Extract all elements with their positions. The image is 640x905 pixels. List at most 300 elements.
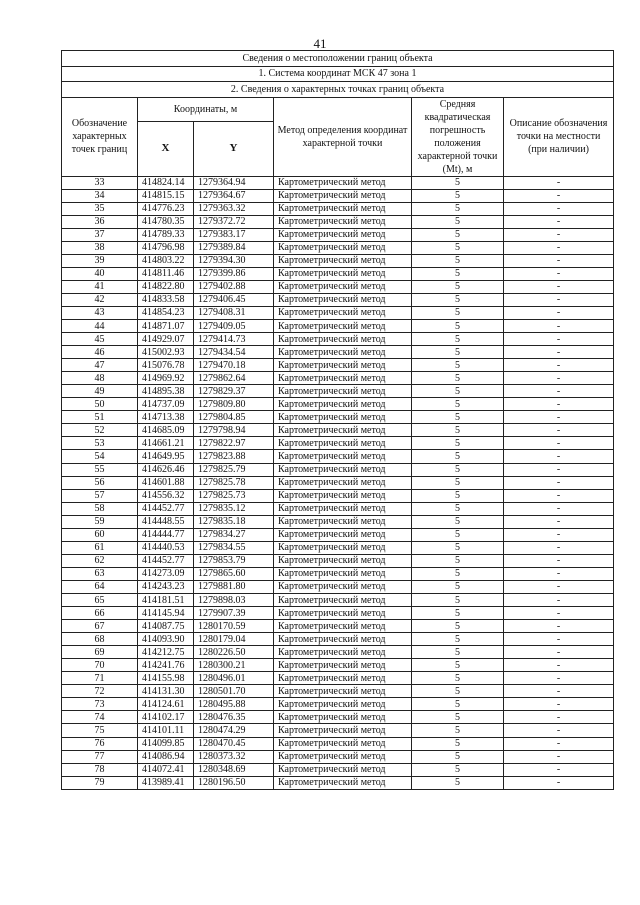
cell-coord-x: 414789.33 — [138, 228, 194, 241]
cell-coord-y: 1279834.55 — [194, 541, 274, 554]
cell-point-id: 40 — [62, 267, 138, 280]
cell-accuracy: 5 — [412, 267, 504, 280]
cell-coord-y: 1279825.73 — [194, 489, 274, 502]
table-title: Сведения о местоположении границ объекта — [62, 51, 614, 67]
cell-accuracy: 5 — [412, 659, 504, 672]
table-row — [62, 620, 614, 633]
cell-coord-x: 414444.77 — [138, 528, 194, 541]
cell-method: Картометрический метод — [274, 737, 412, 750]
cell-method: Картометрический метод — [274, 685, 412, 698]
cell-accuracy: 5 — [412, 698, 504, 711]
cell-coord-x: 414155.98 — [138, 672, 194, 685]
cell-point-id: 79 — [62, 776, 138, 789]
cell-description: - — [504, 333, 614, 346]
cell-method: Картометрический метод — [274, 763, 412, 776]
table-row — [62, 411, 614, 424]
cell-description: - — [504, 320, 614, 333]
cell-method: Картометрический метод — [274, 437, 412, 450]
cell-description: - — [504, 463, 614, 476]
cell-accuracy: 5 — [412, 372, 504, 385]
cell-coord-x: 414929.07 — [138, 333, 194, 346]
cell-coord-y: 1279865.60 — [194, 567, 274, 580]
cell-coord-x: 414212.75 — [138, 646, 194, 659]
cell-description: - — [504, 528, 614, 541]
table-row — [62, 541, 614, 554]
cell-description: - — [504, 554, 614, 567]
cell-description: - — [504, 737, 614, 750]
cell-coord-y: 1279408.31 — [194, 306, 274, 319]
table-row — [62, 502, 614, 515]
table-row — [62, 594, 614, 607]
cell-coord-y: 1279809.80 — [194, 398, 274, 411]
cell-point-id: 74 — [62, 711, 138, 724]
cell-point-id: 59 — [62, 515, 138, 528]
cell-point-id: 41 — [62, 280, 138, 293]
cell-accuracy: 5 — [412, 293, 504, 306]
cell-method: Картометрический метод — [274, 620, 412, 633]
cell-coord-x: 414780.35 — [138, 215, 194, 228]
cell-coord-x: 414273.09 — [138, 567, 194, 580]
cell-method: Картометрический метод — [274, 633, 412, 646]
table-row — [62, 228, 614, 241]
cell-coord-y: 1279402.88 — [194, 280, 274, 293]
cell-coord-x: 414087.75 — [138, 620, 194, 633]
cell-method: Картометрический метод — [274, 306, 412, 319]
cell-method: Картометрический метод — [274, 711, 412, 724]
table-row — [62, 633, 614, 646]
table-row — [62, 241, 614, 254]
cell-accuracy: 5 — [412, 776, 504, 789]
cell-description: - — [504, 189, 614, 202]
table-row — [62, 763, 614, 776]
table-row — [62, 515, 614, 528]
cell-coord-x: 414093.90 — [138, 633, 194, 646]
cell-description: - — [504, 267, 614, 280]
cell-description: - — [504, 293, 614, 306]
table-row — [62, 580, 614, 593]
cell-coord-y: 1279834.27 — [194, 528, 274, 541]
cell-point-id: 75 — [62, 724, 138, 737]
cell-description: - — [504, 659, 614, 672]
table-row — [62, 372, 614, 385]
cell-accuracy: 5 — [412, 607, 504, 620]
cell-coord-x: 414452.77 — [138, 554, 194, 567]
cell-point-id: 43 — [62, 306, 138, 319]
cell-method: Картометрический метод — [274, 502, 412, 515]
cell-point-id: 55 — [62, 463, 138, 476]
table-row — [62, 567, 614, 580]
cell-coord-x: 414649.95 — [138, 450, 194, 463]
cell-accuracy: 5 — [412, 241, 504, 254]
cell-accuracy: 5 — [412, 333, 504, 346]
cell-coord-x: 414181.51 — [138, 594, 194, 607]
cell-point-id: 70 — [62, 659, 138, 672]
header-coordinates: Координаты, м — [138, 97, 274, 122]
cell-method: Картометрический метод — [274, 411, 412, 424]
cell-point-id: 57 — [62, 489, 138, 502]
cell-point-id: 42 — [62, 293, 138, 306]
cell-description: - — [504, 633, 614, 646]
cell-coord-x: 414086.94 — [138, 750, 194, 763]
cell-coord-y: 1279853.79 — [194, 554, 274, 567]
cell-coord-y: 1279907.39 — [194, 607, 274, 620]
cell-method: Картометрический метод — [274, 228, 412, 241]
cell-coord-x: 414969.92 — [138, 372, 194, 385]
cell-accuracy: 5 — [412, 385, 504, 398]
cell-point-id: 50 — [62, 398, 138, 411]
cell-method: Картометрический метод — [274, 176, 412, 189]
cell-point-id: 47 — [62, 359, 138, 372]
cell-coord-x: 414811.46 — [138, 267, 194, 280]
cell-coord-y: 1280470.45 — [194, 737, 274, 750]
cell-method: Картометрический метод — [274, 202, 412, 215]
cell-point-id: 38 — [62, 241, 138, 254]
cell-coord-y: 1279835.18 — [194, 515, 274, 528]
cell-coord-y: 1279434.54 — [194, 346, 274, 359]
cell-description: - — [504, 372, 614, 385]
table-row — [62, 333, 614, 346]
cell-point-id: 71 — [62, 672, 138, 685]
table-row — [62, 724, 614, 737]
cell-coord-y: 1279825.78 — [194, 476, 274, 489]
table-row — [62, 476, 614, 489]
cell-point-id: 63 — [62, 567, 138, 580]
cell-accuracy: 5 — [412, 554, 504, 567]
cell-description: - — [504, 607, 614, 620]
cell-coord-y: 1279804.85 — [194, 411, 274, 424]
table-row — [62, 359, 614, 372]
table-row — [62, 306, 614, 319]
table-row — [62, 202, 614, 215]
cell-method: Картометрический метод — [274, 580, 412, 593]
cell-coord-x: 414854.23 — [138, 306, 194, 319]
table-row — [62, 437, 614, 450]
table-row — [62, 607, 614, 620]
cell-accuracy: 5 — [412, 594, 504, 607]
cell-accuracy: 5 — [412, 228, 504, 241]
table-row — [62, 254, 614, 267]
cell-point-id: 76 — [62, 737, 138, 750]
cell-coord-y: 1279364.94 — [194, 176, 274, 189]
cell-point-id: 49 — [62, 385, 138, 398]
cell-coord-y: 1280501.70 — [194, 685, 274, 698]
coordinate-system-row: 1. Система координат МСК 47 зона 1 — [62, 66, 614, 82]
cell-coord-y: 1280373.32 — [194, 750, 274, 763]
cell-method: Картометрический метод — [274, 254, 412, 267]
cell-accuracy: 5 — [412, 450, 504, 463]
cell-coord-y: 1279406.45 — [194, 293, 274, 306]
cell-accuracy: 5 — [412, 711, 504, 724]
cell-coord-x: 414243.23 — [138, 580, 194, 593]
cell-coord-x: 415002.93 — [138, 346, 194, 359]
cell-accuracy: 5 — [412, 476, 504, 489]
cell-point-id: 64 — [62, 580, 138, 593]
table-row — [62, 450, 614, 463]
cell-method: Картометрический метод — [274, 750, 412, 763]
cell-accuracy: 5 — [412, 346, 504, 359]
cell-method: Картометрический метод — [274, 346, 412, 359]
cell-point-id: 44 — [62, 320, 138, 333]
cell-description: - — [504, 594, 614, 607]
cell-description: - — [504, 541, 614, 554]
cell-description: - — [504, 698, 614, 711]
cell-method: Картометрический метод — [274, 463, 412, 476]
cell-accuracy: 5 — [412, 672, 504, 685]
cell-description: - — [504, 411, 614, 424]
cell-method: Картометрический метод — [274, 607, 412, 620]
table-row — [62, 554, 614, 567]
cell-method: Картометрический метод — [274, 594, 412, 607]
cell-coord-x: 414685.09 — [138, 424, 194, 437]
cell-coord-y: 1279862.64 — [194, 372, 274, 385]
cell-method: Картометрический метод — [274, 528, 412, 541]
cell-coord-y: 1279881.80 — [194, 580, 274, 593]
cell-accuracy: 5 — [412, 528, 504, 541]
cell-description: - — [504, 202, 614, 215]
cell-point-id: 34 — [62, 189, 138, 202]
cell-point-id: 66 — [62, 607, 138, 620]
cell-accuracy: 5 — [412, 502, 504, 515]
cell-coord-y: 1280300.21 — [194, 659, 274, 672]
cell-point-id: 39 — [62, 254, 138, 267]
cell-coord-x: 414124.61 — [138, 698, 194, 711]
cell-accuracy: 5 — [412, 646, 504, 659]
cell-method: Картометрический метод — [274, 398, 412, 411]
cell-coord-x: 414556.32 — [138, 489, 194, 502]
cell-coord-x: 414776.23 — [138, 202, 194, 215]
table-row — [62, 346, 614, 359]
cell-coord-x: 414895.38 — [138, 385, 194, 398]
cell-coord-x: 413989.41 — [138, 776, 194, 789]
cell-method: Картометрический метод — [274, 698, 412, 711]
cell-description: - — [504, 176, 614, 189]
cell-point-id: 51 — [62, 411, 138, 424]
cell-coord-y: 1279825.79 — [194, 463, 274, 476]
table-row — [62, 320, 614, 333]
cell-method: Картометрический метод — [274, 320, 412, 333]
cell-coord-y: 1280170.59 — [194, 620, 274, 633]
cell-coord-x: 414833.58 — [138, 293, 194, 306]
cell-coord-y: 1279470.18 — [194, 359, 274, 372]
cell-point-id: 69 — [62, 646, 138, 659]
cell-coord-x: 414145.94 — [138, 607, 194, 620]
table-row — [62, 280, 614, 293]
cell-accuracy: 5 — [412, 398, 504, 411]
cell-coord-y: 1280496.01 — [194, 672, 274, 685]
cell-description: - — [504, 450, 614, 463]
cell-accuracy: 5 — [412, 189, 504, 202]
cell-point-id: 61 — [62, 541, 138, 554]
header-y: Y — [194, 122, 274, 176]
cell-coord-x: 414796.98 — [138, 241, 194, 254]
cell-coord-x: 414241.76 — [138, 659, 194, 672]
cell-coord-y: 1280196.50 — [194, 776, 274, 789]
cell-accuracy: 5 — [412, 359, 504, 372]
cell-accuracy: 5 — [412, 620, 504, 633]
table-row — [62, 776, 614, 789]
cell-coord-x: 414131.30 — [138, 685, 194, 698]
boundary-points-table — [61, 50, 614, 790]
cell-description: - — [504, 502, 614, 515]
cell-description: - — [504, 241, 614, 254]
cell-coord-y: 1279372.72 — [194, 215, 274, 228]
cell-method: Картометрический метод — [274, 267, 412, 280]
cell-point-id: 33 — [62, 176, 138, 189]
cell-description: - — [504, 776, 614, 789]
cell-coord-y: 1280495.88 — [194, 698, 274, 711]
cell-coord-y: 1279823.88 — [194, 450, 274, 463]
cell-point-id: 60 — [62, 528, 138, 541]
cell-description: - — [504, 398, 614, 411]
cell-coord-y: 1280476.35 — [194, 711, 274, 724]
cell-accuracy: 5 — [412, 411, 504, 424]
cell-coord-y: 1279399.86 — [194, 267, 274, 280]
cell-coord-y: 1279414.73 — [194, 333, 274, 346]
cell-method: Картометрический метод — [274, 489, 412, 502]
cell-point-id: 53 — [62, 437, 138, 450]
cell-point-id: 68 — [62, 633, 138, 646]
cell-point-id: 73 — [62, 698, 138, 711]
cell-method: Картометрический метод — [274, 241, 412, 254]
cell-description: - — [504, 646, 614, 659]
cell-coord-y: 1279829.37 — [194, 385, 274, 398]
cell-coord-x: 414626.46 — [138, 463, 194, 476]
cell-coord-x: 414072.41 — [138, 763, 194, 776]
cell-coord-y: 1280179.04 — [194, 633, 274, 646]
cell-description: - — [504, 672, 614, 685]
cell-coord-y: 1279835.12 — [194, 502, 274, 515]
cell-coord-y: 1280226.50 — [194, 646, 274, 659]
cell-point-id: 62 — [62, 554, 138, 567]
cell-point-id: 56 — [62, 476, 138, 489]
cell-accuracy: 5 — [412, 724, 504, 737]
cell-coord-x: 415076.78 — [138, 359, 194, 372]
cell-point-id: 35 — [62, 202, 138, 215]
cell-description: - — [504, 711, 614, 724]
cell-coord-x: 414803.22 — [138, 254, 194, 267]
cell-method: Картометрический метод — [274, 215, 412, 228]
cell-accuracy: 5 — [412, 567, 504, 580]
cell-method: Картометрический метод — [274, 724, 412, 737]
table-row — [62, 672, 614, 685]
table-row — [62, 176, 614, 189]
cell-coord-y: 1279394.30 — [194, 254, 274, 267]
cell-point-id: 54 — [62, 450, 138, 463]
cell-method: Картометрический метод — [274, 450, 412, 463]
cell-method: Картометрический метод — [274, 476, 412, 489]
cell-description: - — [504, 254, 614, 267]
cell-coord-x: 414871.07 — [138, 320, 194, 333]
cell-point-id: 45 — [62, 333, 138, 346]
header-point: Обозначение характерных точек границ — [62, 97, 138, 176]
cell-accuracy: 5 — [412, 489, 504, 502]
cell-coord-x: 414601.88 — [138, 476, 194, 489]
cell-description: - — [504, 437, 614, 450]
cell-coord-x: 414448.55 — [138, 515, 194, 528]
cell-method: Картометрический метод — [274, 776, 412, 789]
cell-coord-y: 1279389.84 — [194, 241, 274, 254]
cell-accuracy: 5 — [412, 515, 504, 528]
cell-accuracy: 5 — [412, 763, 504, 776]
cell-description: - — [504, 346, 614, 359]
cell-description: - — [504, 476, 614, 489]
cell-description: - — [504, 724, 614, 737]
cell-description: - — [504, 359, 614, 372]
cell-coord-y: 1279363.32 — [194, 202, 274, 215]
cell-point-id: 46 — [62, 346, 138, 359]
cell-accuracy: 5 — [412, 176, 504, 189]
cell-point-id: 36 — [62, 215, 138, 228]
cell-accuracy: 5 — [412, 424, 504, 437]
cell-coord-x: 414101.11 — [138, 724, 194, 737]
table-row — [62, 489, 614, 502]
cell-accuracy: 5 — [412, 685, 504, 698]
table-row — [62, 685, 614, 698]
cell-coord-y: 1279822.97 — [194, 437, 274, 450]
cell-point-id: 72 — [62, 685, 138, 698]
cell-method: Картометрический метод — [274, 280, 412, 293]
cell-method: Картометрический метод — [274, 554, 412, 567]
cell-method: Картометрический метод — [274, 424, 412, 437]
table-row — [62, 646, 614, 659]
table-row — [62, 737, 614, 750]
table-row — [62, 463, 614, 476]
cell-method: Картометрический метод — [274, 333, 412, 346]
table-row — [62, 424, 614, 437]
cell-accuracy: 5 — [412, 737, 504, 750]
cell-point-id: 65 — [62, 594, 138, 607]
cell-method: Картометрический метод — [274, 189, 412, 202]
cell-point-id: 67 — [62, 620, 138, 633]
cell-accuracy: 5 — [412, 306, 504, 319]
cell-method: Картометрический метод — [274, 659, 412, 672]
cell-coord-x: 414440.53 — [138, 541, 194, 554]
cell-method: Картометрический метод — [274, 385, 412, 398]
cell-description: - — [504, 515, 614, 528]
table-row — [62, 215, 614, 228]
cell-coord-x: 414737.09 — [138, 398, 194, 411]
table-row — [62, 385, 614, 398]
cell-accuracy: 5 — [412, 541, 504, 554]
cell-description: - — [504, 280, 614, 293]
cell-accuracy: 5 — [412, 463, 504, 476]
header-description: Описание обозначения точки на местности (при наличии) — [504, 97, 614, 176]
cell-accuracy: 5 — [412, 633, 504, 646]
cell-point-id: 77 — [62, 750, 138, 763]
cell-description: - — [504, 580, 614, 593]
cell-method: Картометрический метод — [274, 515, 412, 528]
cell-coord-x: 414661.21 — [138, 437, 194, 450]
cell-coord-x: 414824.14 — [138, 176, 194, 189]
cell-point-id: 58 — [62, 502, 138, 515]
page-number: 41 — [313, 36, 327, 51]
cell-accuracy: 5 — [412, 254, 504, 267]
table-row — [62, 267, 614, 280]
header-method: Метод определения координат характерной точки — [274, 97, 412, 176]
cell-description: - — [504, 489, 614, 502]
cell-coord-x: 414452.77 — [138, 502, 194, 515]
cell-point-id: 48 — [62, 372, 138, 385]
cell-method: Картометрический метод — [274, 567, 412, 580]
header-error: Средняя квадратическая погрешность положения характерной точки (Mt), м — [412, 97, 504, 176]
cell-coord-y: 1280348.69 — [194, 763, 274, 776]
table-row — [62, 189, 614, 202]
cell-coord-y: 1279898.03 — [194, 594, 274, 607]
cell-description: - — [504, 685, 614, 698]
cell-accuracy: 5 — [412, 437, 504, 450]
cell-accuracy: 5 — [412, 750, 504, 763]
header-x: X — [138, 122, 194, 176]
